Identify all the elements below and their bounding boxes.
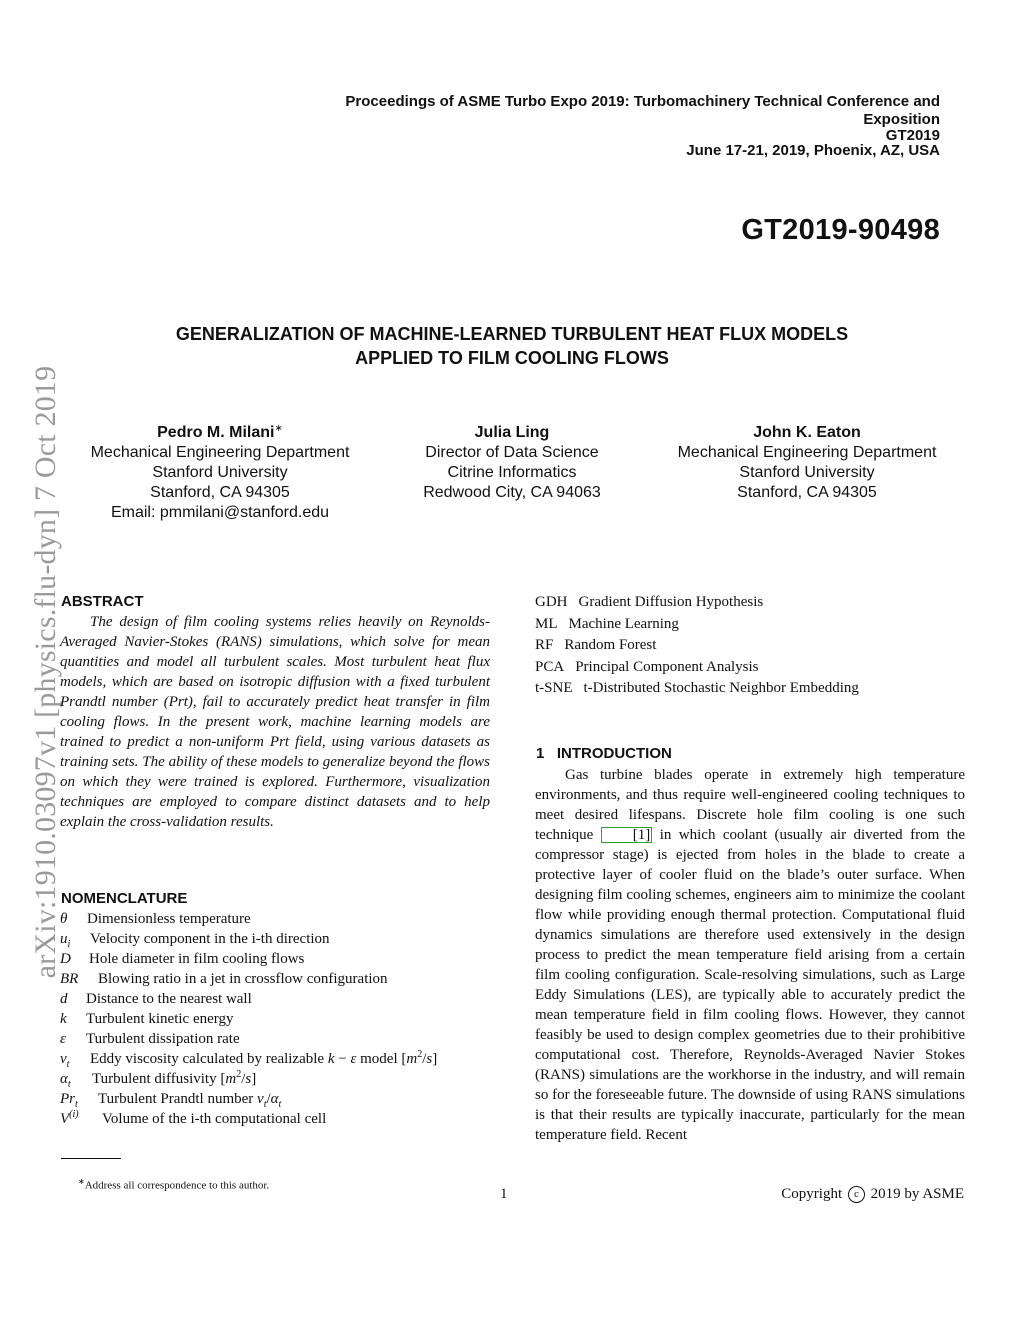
footnote-mark: ∗ [78, 1177, 85, 1186]
nomenclature-symbol: ε [60, 1031, 66, 1047]
proceedings-line-2: Exposition [863, 111, 940, 128]
author-organization: Stanford University [739, 464, 875, 481]
abstract-body: The design of film cooling systems relies heavily on Reynolds-Averaged Navier-Stokes (RANS) simulations, which solve for mean quantities and model all turbulent scales. Most turbulent heat flux models, which are based on isotropic diffusion with a fixed turbulent Prandtl number (Prt), fail to accurately predict heat transfer in film cooling flows. In the present work, machine learning models are trained to predict a non-uniform Prt field, using various datasets as training sets. The ability of these models to generalize beyond the flows on which they were trained is explored. Furthermore, visualization techniques are employed to compare distinct datasets and to help explain the cross-validation results. [60, 614, 490, 830]
copyright-label: Copyright [781, 1186, 843, 1202]
author-name [84, 423, 356, 443]
nomenclature-item [60, 909, 437, 929]
author-organization: Citrine Informatics [447, 464, 577, 481]
nomenclature-item [60, 1069, 437, 1089]
author-address: Stanford, CA 94305 [150, 484, 290, 501]
copyright-notice [781, 1186, 964, 1203]
nomenclature-description: Hole diameter in film cooling flows [89, 951, 305, 967]
nomenclature-item [60, 969, 437, 989]
paper-title [62, 322, 962, 370]
nomenclature-symbol: BR [60, 971, 79, 987]
arxiv-identifier: arXiv:1910.03097v1 [physics.flu-dyn] 7 Oct 2019 [29, 365, 62, 979]
footnote-rule [61, 1158, 121, 1159]
nomenclature-list [60, 909, 437, 1129]
nomenclature-item [60, 989, 437, 1009]
author-name: Julia Ling [474, 424, 550, 441]
conference-dates-location: June 17-21, 2019, Phoenix, AZ, USA [686, 142, 940, 159]
nomenclature-heading: NOMENCLATURE [61, 890, 188, 907]
copyright-symbol-icon: c [848, 1186, 865, 1203]
abbreviation-description: t-Distributed Stochastic Neighbor Embedding [583, 680, 859, 696]
author-block-eaton [671, 423, 943, 503]
conference-code: GT2019 [885, 127, 940, 144]
nomenclature-symbol: $u_i$ [60, 931, 71, 950]
abbreviation-key: PCA [535, 658, 565, 675]
title-line-2: APPLIED TO FILM COOLING FLOWS [355, 348, 669, 368]
abbreviation-description: Random Forest [564, 637, 657, 653]
abbreviation-item [535, 614, 859, 636]
nomenclature-item [60, 1049, 437, 1069]
nomenclature-item [60, 1089, 437, 1109]
nomenclature-description: Eddy viscosity calculated by realizable k − ε model $[m^2/s]$ [90, 1049, 438, 1067]
nomenclature-description: Distance to the nearest wall [86, 991, 252, 1007]
introduction-heading: 1 INTRODUCTION [536, 745, 672, 762]
nomenclature-description: Turbulent dissipation rate [86, 1031, 240, 1047]
nomenclature-description: Turbulent Prandtl number $\nu_t/\alpha_t$ [98, 1091, 282, 1110]
author-department: Director of Data Science [425, 444, 599, 461]
footnote [78, 1177, 269, 1192]
nomenclature-item [60, 1029, 437, 1049]
author-department: Mechanical Engineering Department [677, 444, 937, 461]
abbreviation-key: RF [535, 637, 554, 653]
paper-id: GT2019-90498 [741, 214, 940, 246]
nomenclature-description: Volume of the i-th computational cell [102, 1111, 327, 1127]
nomenclature-item [60, 1109, 437, 1129]
author-name: John K. Eaton [753, 424, 861, 441]
author-name-text: Pedro M. Milani [157, 424, 275, 441]
author-address: Redwood City, CA 94063 [423, 484, 601, 501]
author-block-milani [84, 423, 356, 523]
intro-text-part-1: Gas turbine blades operate in extremely high temperature environments, and thus require well-engineered cooling techniques to meet desired lifespans. Discrete hole film cooling is one such technique [535, 767, 965, 843]
author-block-ling [412, 423, 612, 503]
author-address: Stanford, CA 94305 [737, 484, 877, 501]
nomenclature-description: Dimensionless temperature [87, 911, 251, 927]
title-line-1: GENERALIZATION OF MACHINE-LEARNED TURBULENT HEAT FLUX MODELS [175, 324, 849, 344]
footnote-text: Address all correspondence to this author. [84, 1179, 270, 1192]
abbreviation-key: GDH [535, 594, 568, 610]
author-department: Mechanical Engineering Department [90, 444, 350, 461]
nomenclature-description: Turbulent diffusivity $[m^2/s]$ [92, 1069, 257, 1087]
abbreviation-item [535, 635, 859, 657]
nomenclature-description: Velocity component in the i-th direction [90, 931, 330, 947]
abbreviation-description: Machine Learning [568, 615, 679, 632]
nomenclature-symbol: D [60, 951, 71, 967]
nomenclature-item [60, 929, 437, 949]
abbreviation-description: Gradient Diffusion Hypothesis [578, 594, 764, 610]
nomenclature-description: Turbulent kinetic energy [86, 1011, 234, 1027]
nomenclature-symbol: $V^{(i)}$ [60, 1109, 79, 1127]
author-email: Email: pmmilani@stanford.edu [110, 504, 330, 521]
nomenclature-symbol: $\nu_t$ [60, 1051, 70, 1070]
nomenclature-symbol: k [60, 1011, 67, 1027]
author-footnote-mark: ∗ [274, 423, 283, 434]
abbreviation-key: ML [535, 615, 558, 632]
intro-text-part-2: in which coolant (usually air diverted from the compressor stage) is ejected from holes in the blade to create a protective layer of cooler fluid on the blade’s outer surface. When designing film cooling schemes, engineers aim to minimize the coolant flow while providing enough thermal protection. Computational fluid dynamics simulations are therefore used extensively in the design process to predict the mean temperature field arising from a certain film cooling configuration. Scale-resolving simulations, such as Large Eddy Simulations (LES), are typically able to accurately predict the mean temperature field in film cooling flows. However, they cannot feasibly be used to design complex geometries due to their prohibitive computational cost. Therefore, Reynolds-Averaged Navier Stokes (RANS) simulations are the workhorse in the industry, and will remain so for the foreseeable future. The downside of using RANS simulations is that their results are typically inaccurate, particularly for the mean temperature field. Recent [535, 827, 965, 1143]
nomenclature-item [60, 1009, 437, 1029]
nomenclature-symbol: θ [60, 911, 68, 927]
nomenclature-symbol: $\alpha_t$ [60, 1071, 71, 1090]
nomenclature-symbol: d [60, 991, 68, 1007]
copyright-holder: 2019 by ASME [870, 1186, 964, 1202]
author-organization: Stanford University [152, 464, 288, 481]
citation-link[interactable]: [1] [601, 827, 653, 843]
proceedings-line-1: Proceedings of ASME Turbo Expo 2019: Turbomachinery Technical Conference and [345, 93, 940, 110]
abbreviation-item [535, 657, 859, 679]
abbreviation-item [535, 592, 859, 614]
abbreviation-key: t-SNE [535, 680, 573, 696]
abbreviation-list [535, 592, 859, 700]
nomenclature-symbol: $Pr_t$ [60, 1091, 78, 1110]
page-number: 1 [500, 1186, 508, 1202]
abstract-heading: ABSTRACT [61, 593, 144, 610]
introduction-body [535, 765, 965, 1145]
nomenclature-item [60, 949, 437, 969]
nomenclature-description: Blowing ratio in a jet in crossflow configuration [98, 971, 388, 987]
abbreviation-description: Principal Component Analysis [575, 658, 759, 675]
abbreviation-item [535, 678, 859, 700]
